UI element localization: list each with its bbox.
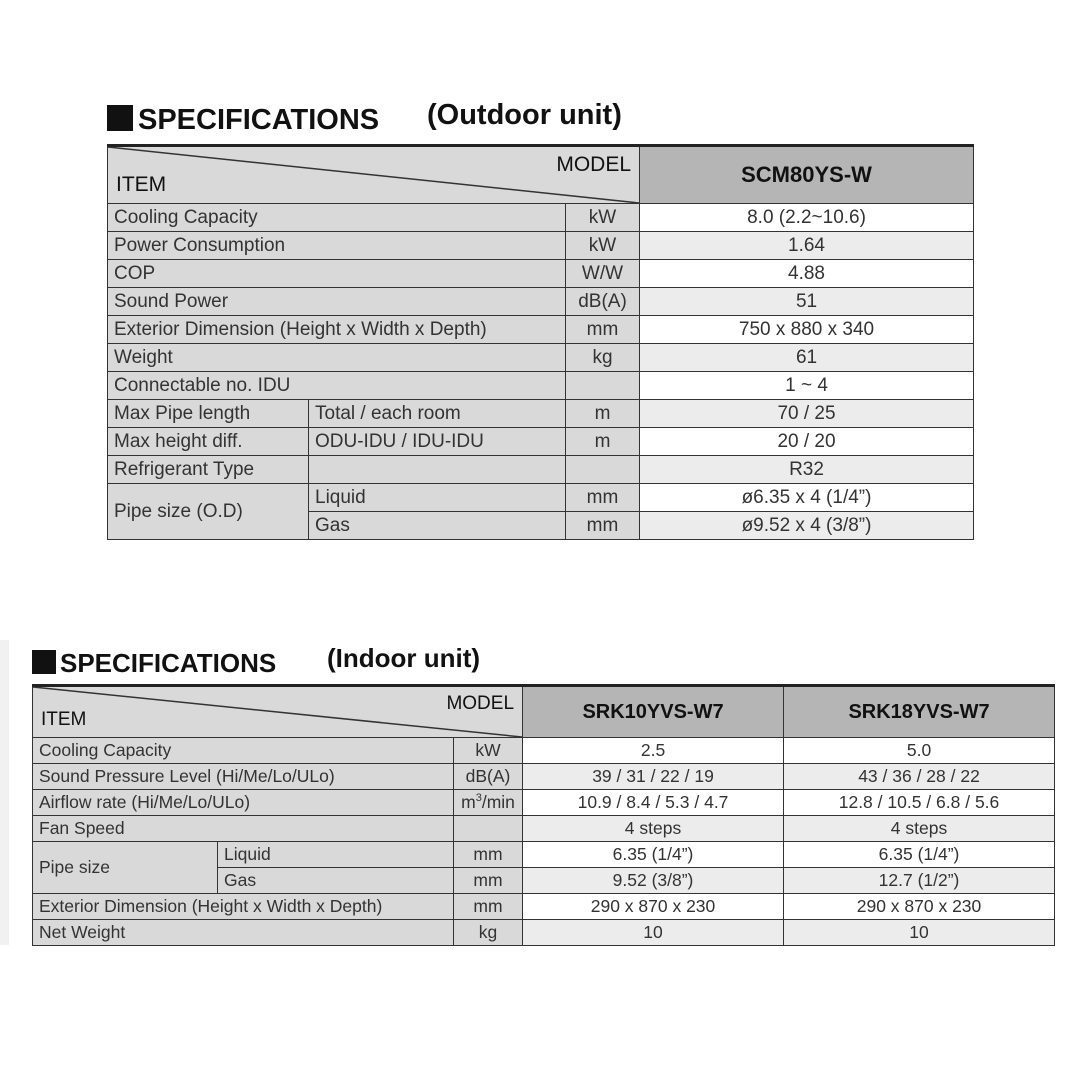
row-label: Cooling Capacity	[33, 738, 454, 764]
row-unit	[454, 816, 523, 842]
row-unit: kg	[566, 344, 640, 372]
row-label: Weight	[108, 344, 566, 372]
row-label: Airflow rate (Hi/Me/Lo/ULo)	[33, 790, 454, 816]
row-unit: m	[566, 400, 640, 428]
row-value: 9.52 (3/8”)	[523, 868, 784, 894]
table-row	[33, 816, 1055, 842]
row-label: COP	[108, 260, 566, 288]
model-label: MODEL	[446, 693, 515, 714]
item-model-corner	[33, 686, 523, 738]
row-value: 4 steps	[784, 816, 1055, 842]
row-unit: mm	[566, 512, 640, 540]
table-row	[108, 400, 974, 428]
row-value: 1.64	[640, 232, 974, 260]
model-name: SCM80YS-W	[640, 146, 974, 204]
row-label: Cooling Capacity	[108, 204, 566, 232]
row-value: 39 / 31 / 22 / 19	[523, 764, 784, 790]
item-model-corner	[108, 146, 640, 204]
row-value: 43 / 36 / 28 / 22	[784, 764, 1055, 790]
indoor-heading	[32, 643, 481, 679]
row-value: 10	[523, 920, 784, 946]
unit-tail: /min	[481, 792, 515, 812]
item-label: ITEM	[116, 173, 167, 196]
row-sublabel: Gas	[309, 512, 566, 540]
row-value: 61	[640, 344, 974, 372]
table-row	[33, 894, 1055, 920]
row-unit: mm	[454, 868, 523, 894]
row-unit: m	[566, 428, 640, 456]
table-row	[108, 232, 974, 260]
row-unit: mm	[454, 842, 523, 868]
row-label: Power Consumption	[108, 232, 566, 260]
row-label: Sound Pressure Level (Hi/Me/Lo/ULo)	[33, 764, 454, 790]
indoor-heading-subtitle: (Indoor unit)	[327, 643, 481, 673]
row-value: ø9.52 x 4 (3/8”)	[640, 512, 974, 540]
model-name: SRK18YVS-W7	[784, 686, 1055, 738]
row-value: 8.0 (2.2~10.6)	[640, 204, 974, 232]
row-sublabel: Total / each room	[309, 400, 566, 428]
row-label: Connectable no. IDU	[108, 372, 566, 400]
table-row	[108, 344, 974, 372]
row-sublabel: ODU-IDU / IDU-IDU	[309, 428, 566, 456]
table-row	[108, 372, 974, 400]
table-row	[108, 428, 974, 456]
row-value: 6.35 (1/4”)	[784, 842, 1055, 868]
row-unit: dB(A)	[566, 288, 640, 316]
row-sublabel: Gas	[218, 868, 454, 894]
row-value: 10.9 / 8.4 / 5.3 / 4.7	[523, 790, 784, 816]
table-header-row	[33, 686, 1055, 738]
outdoor-spec-table	[107, 144, 974, 540]
row-label: Pipe size	[33, 842, 218, 894]
indoor-heading-title: SPECIFICATIONS	[60, 648, 277, 678]
row-label: Refrigerant Type	[108, 456, 309, 484]
row-unit: mm	[454, 894, 523, 920]
model-label: MODEL	[556, 153, 632, 176]
row-label: Fan Speed	[33, 816, 454, 842]
unit-base: m	[461, 792, 476, 812]
row-label: Exterior Dimension (Height x Width x Depth)	[33, 894, 454, 920]
row-label: Sound Power	[108, 288, 566, 316]
row-sublabel: Liquid	[309, 484, 566, 512]
row-sublabel: Liquid	[218, 842, 454, 868]
row-label: Net Weight	[33, 920, 454, 946]
heading-square-icon	[32, 650, 56, 674]
row-unit: kW	[454, 738, 523, 764]
row-value: 4.88	[640, 260, 974, 288]
row-value: 1 ~ 4	[640, 372, 974, 400]
row-unit: W/W	[566, 260, 640, 288]
outdoor-heading	[107, 99, 622, 137]
table-row	[33, 738, 1055, 764]
row-unit	[566, 372, 640, 400]
row-unit: kg	[454, 920, 523, 946]
table-row	[108, 204, 974, 232]
table-row	[108, 288, 974, 316]
table-row	[108, 484, 974, 512]
table-header-row	[108, 146, 974, 204]
outdoor-heading-title: SPECIFICATIONS	[138, 104, 380, 136]
row-label: Pipe size (O.D)	[108, 484, 309, 540]
table-row	[33, 920, 1055, 946]
row-unit: mm	[566, 316, 640, 344]
row-value: 12.7 (1/2”)	[784, 868, 1055, 894]
outdoor-heading-subtitle: (Outdoor unit)	[427, 99, 622, 131]
unit-superscript: 3	[475, 792, 482, 805]
row-value: 70 / 25	[640, 400, 974, 428]
indoor-spec-table	[32, 684, 1055, 946]
row-value: R32	[640, 456, 974, 484]
table-row	[33, 842, 1055, 868]
row-value: 20 / 20	[640, 428, 974, 456]
table-row	[33, 790, 1055, 816]
row-value: 51	[640, 288, 974, 316]
row-value: 5.0	[784, 738, 1055, 764]
item-label: ITEM	[41, 709, 87, 730]
row-value: ø6.35 x 4 (1/4”)	[640, 484, 974, 512]
row-value: 2.5	[523, 738, 784, 764]
table-row	[33, 764, 1055, 790]
row-unit: dB(A)	[454, 764, 523, 790]
row-unit: kW	[566, 204, 640, 232]
model-name: SRK10YVS-W7	[523, 686, 784, 738]
row-value: 10	[784, 920, 1055, 946]
table-row	[108, 456, 974, 484]
heading-square-icon	[107, 105, 133, 131]
row-unit	[566, 456, 640, 484]
row-label: Max Pipe length	[108, 400, 309, 428]
table-row	[108, 316, 974, 344]
row-value: 4 steps	[523, 816, 784, 842]
row-value: 12.8 / 10.5 / 6.8 / 5.6	[784, 790, 1055, 816]
row-unit: mm	[566, 484, 640, 512]
row-value: 290 x 870 x 230	[784, 894, 1055, 920]
row-sublabel	[309, 456, 566, 484]
table-row	[108, 260, 974, 288]
row-value: 750 x 880 x 340	[640, 316, 974, 344]
row-label: Max height diff.	[108, 428, 309, 456]
row-value: 6.35 (1/4”)	[523, 842, 784, 868]
row-unit	[454, 790, 523, 816]
row-label: Exterior Dimension (Height x Width x Depth)	[108, 316, 566, 344]
left-edge-strip	[0, 640, 9, 945]
row-value: 290 x 870 x 230	[523, 894, 784, 920]
row-unit: kW	[566, 232, 640, 260]
